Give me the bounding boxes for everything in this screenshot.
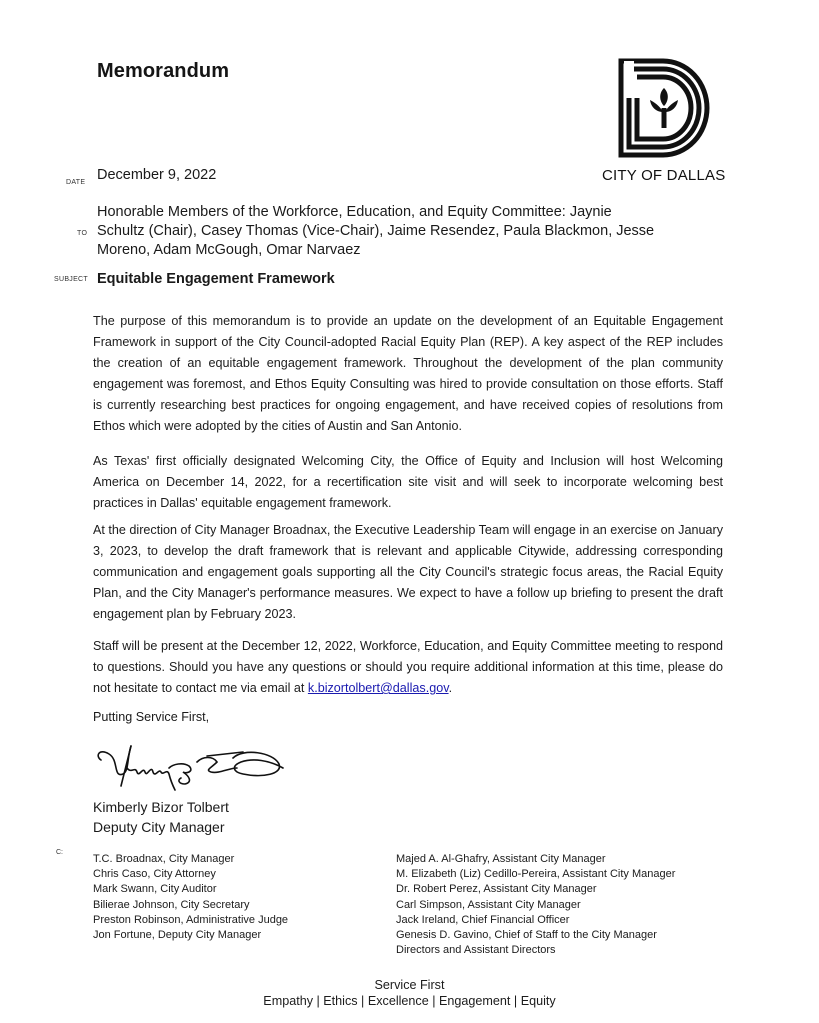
signer-name: Kimberly Bizor Tolbert — [93, 799, 229, 815]
cc-item: Mark Swann, City Auditor — [93, 883, 217, 896]
footer-values: Empathy | Ethics | Excellence | Engagement | Equity — [263, 994, 556, 1008]
cc-item: Genesis D. Gavino, Chief of Staff to the City Manager — [396, 929, 657, 942]
cc-item: Jon Fortune, Deputy City Manager — [93, 929, 262, 942]
footer — [0, 977, 819, 1009]
to-value: Honorable Members of the Workforce, Education, and Equity Committee: Jaynie Schultz (Chair), Casey Thomas (Vice-Chair), Jaime Resendez, Paula Blackmon, Jesse Moreno, Adam McGough, Omar Narvaez — [97, 204, 655, 258]
organization-name: CITY OF DALLAS — [602, 167, 726, 184]
signer-title: Deputy City Manager — [93, 819, 225, 835]
body-paragraph-welcoming-city: As Texas' first officially designated Welcoming City, the Office of Equity and Inclusion will host Welcoming America on December 14, 2022, for a recertification site visit and will seek to incorporate welcoming best practices in Dallas' equitable engagement framework. — [93, 454, 723, 510]
memo-title: Memorandum — [97, 60, 230, 82]
cc-item: Chris Caso, City Attorney — [93, 868, 216, 881]
email-link[interactable]: k.bizortolbert@dallas.gov — [307, 681, 449, 695]
cc-item: T.C. Broadnax, City Manager — [93, 853, 235, 865]
contact-text: Staff will be present at the December 12, 2022, Workforce, Education, and Equity Committee meeting to respond to questions. Should you have any questions or should you require additional information at this time, please do not hesitate to contact me via email at — [93, 639, 723, 695]
cc-label: C: — [56, 849, 63, 856]
cc-item: Jack Ireland, Chief Financial Officer — [396, 913, 570, 926]
contact-period: . — [448, 681, 453, 695]
to-label: TO — [77, 230, 88, 237]
subject-value: Equitable Engagement Framework — [97, 271, 335, 287]
cc-item: Directors and Assistant Directors — [396, 944, 556, 957]
cc-item: Carl Simpson, Assistant City Manager — [396, 898, 581, 911]
cc-list-right — [396, 852, 675, 958]
cc-item: Dr. Robert Perez, Assistant City Manager — [396, 883, 597, 896]
body-paragraph-purpose: The purpose of this memorandum is to provide an update on the development of an Equitable Engagement Framework in support of the City Council-adopted Racial Equity Plan (REP). A key aspect of the REP includes the creation of an equitable engagement framework. Throughout the development of the plan community engagement was foremost, and Ethos Equity Consulting was hired to provide consultation on those efforts. Staff is currently researching best practices for ongoing engagement, and have received copies of resolutions from Ethos which were adopted by the cities of Austin and San Antonio. — [93, 314, 723, 433]
city-of-dallas-logo-icon — [618, 58, 712, 158]
signature-icon — [93, 738, 288, 798]
cc-list-left — [93, 852, 288, 943]
footer-motto: Service First — [374, 978, 445, 992]
closing-salutation: Putting Service First, — [93, 710, 210, 724]
cc-item: Majed A. Al-Ghafry, Assistant City Manager — [396, 853, 606, 865]
body-paragraph-direction: At the direction of City Manager Broadnax, the Executive Leadership Team will engage in an exercise on January 3, 2023, to develop the draft framework that is relevant and applicable Citywide, addressing corresponding communication and engagement goals supporting all the City Council's strategic focus areas, the Racial Equity Plan, and the City Manager's performance measures. We expect to have a follow up briefing to present the draft engagement plan by February 2023. — [93, 523, 723, 621]
body-paragraph-contact — [93, 636, 723, 699]
cc-item: Preston Robinson, Administrative Judge — [93, 913, 289, 926]
cc-item: M. Elizabeth (Liz) Cedillo-Pereira, Assistant City Manager — [396, 868, 676, 881]
cc-item: Bilierae Johnson, City Secretary — [93, 898, 250, 911]
date-value: December 9, 2022 — [97, 167, 217, 183]
subject-label: SUBJECT — [54, 276, 88, 283]
date-label: DATE — [66, 179, 86, 186]
signer-block — [93, 797, 229, 837]
